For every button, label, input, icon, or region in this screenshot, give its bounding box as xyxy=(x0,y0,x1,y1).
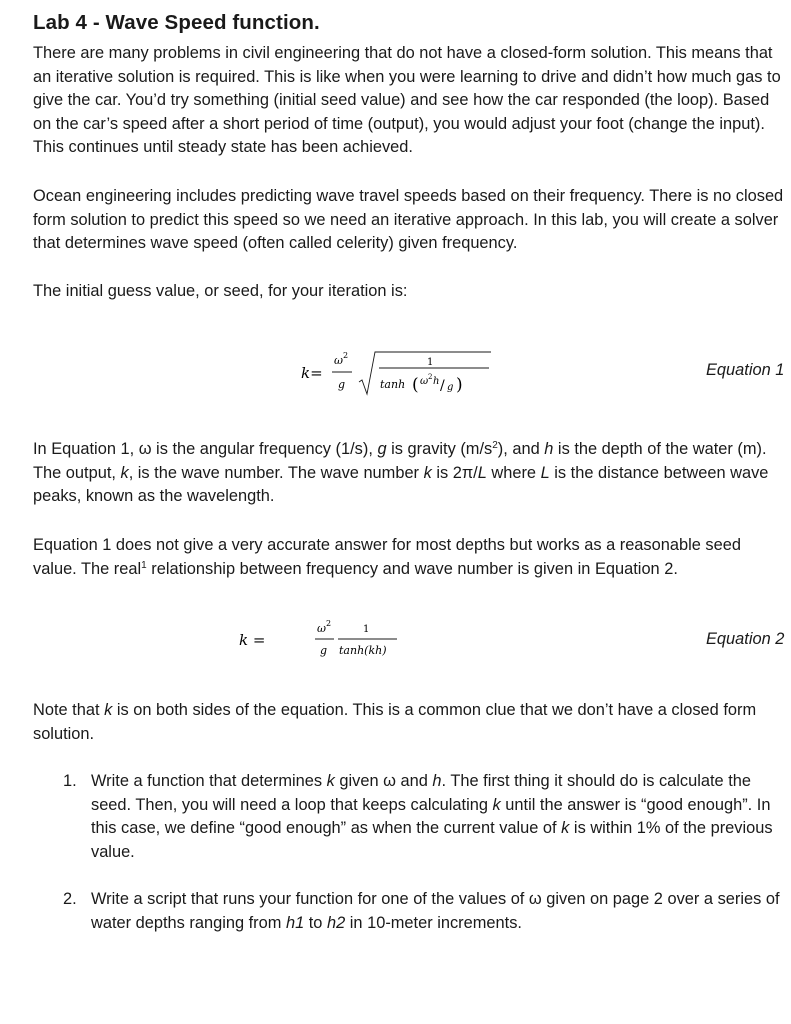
eq2-lhs: k = xyxy=(239,631,266,649)
ocean-paragraph: Ocean engineering includes predicting wave travel speeds based on their frequency. There is no closed form solution to predict this speed so we need an iterative approach. In this lab, you will create a solver that determines wave speed (often called celerity) given frequency. xyxy=(33,187,784,252)
eq1-arg-omega: ω xyxy=(420,376,429,387)
eq2-omega-exp: 2 xyxy=(326,619,332,628)
eq1-arg-exp: 2 xyxy=(428,373,433,381)
seed-intro-paragraph: The initial guess value, or seed, for your iteration is: xyxy=(33,282,408,300)
eq2-tanh: tanh(kh) xyxy=(339,644,387,657)
task-list xyxy=(33,770,785,935)
list-number: 1. xyxy=(63,772,77,790)
eq2-g: g xyxy=(320,644,328,657)
list-number: 2. xyxy=(63,890,77,908)
eq1-arg-g: g xyxy=(447,382,454,393)
eq1-tanh: tanh xyxy=(380,378,406,391)
eq2-omega: ω xyxy=(317,622,326,635)
sqrt-icon xyxy=(359,352,491,394)
eq1-omega-exp: 2 xyxy=(343,351,349,360)
footnote-marker: 1 xyxy=(141,559,147,571)
eq1-lhs: k= xyxy=(301,364,323,382)
list-item: 1. Write a function that determines k given ω and h. The first thing it should do is calculate the seed. Then, you will need a loop that keeps calculating k until the answer is “good enough”. In this case, we define “good enough” as when the current value of k is within 1% of the previous value. xyxy=(63,772,773,861)
eq1-sqrt-numerator: 1 xyxy=(427,357,434,368)
eq1-arg-slash: / xyxy=(440,378,445,394)
page-title: Lab 4 - Wave Speed function. xyxy=(33,11,320,34)
note-paragraph: Note that k is on both sides of the equation. This is a common clue that we don’t have a closed form solution. xyxy=(33,701,757,743)
eq1-g: g xyxy=(338,378,346,391)
list-item: 2. Write a script that runs your function for one of the values of ω given on page 2 over a series of water depths ranging from h1 to h2 in 10-meter increments. xyxy=(63,890,780,932)
eq1-arg-h: h xyxy=(433,376,440,387)
equation-1-description: In Equation 1, ω is the angular frequency (1/s), g is gravity $(m/s^2)$, and h is the depth of the water (m). The output, k, is the wave number. The wave number k is 2π/L where L is the distance between wave peaks, known as the wavelength. xyxy=(33,440,769,505)
intro-paragraph: There are many problems in civil engineering that do not have a closed-form solution. This means that an iterative solution is required. This is like when you were learning to drive and didn’t how much gas to give the car. You’d try something (initial seed value) and see how the car responded (the loop). Based on the car’s speed after a short period of time (output), you would adjust your foot (change the input). This continues until steady state has been achieved. xyxy=(33,44,781,156)
equation-1 xyxy=(301,346,501,398)
equation-1-label: Equation 1 xyxy=(706,361,785,379)
eq2-one: 1 xyxy=(363,624,370,635)
equation-2 xyxy=(239,618,419,662)
eq1-right-paren: ) xyxy=(456,375,463,395)
equation-2-label: Equation 2 xyxy=(706,630,785,648)
eq1-left-paren: ( xyxy=(412,375,419,395)
equation-1-note: Equation 1 does not give a very accurate answer for most depths but works as a reasonable seed value. The real$^1$ relationship between frequency and wave number is given in Equation 2. xyxy=(33,536,741,578)
eq1-omega: ω xyxy=(334,354,343,367)
